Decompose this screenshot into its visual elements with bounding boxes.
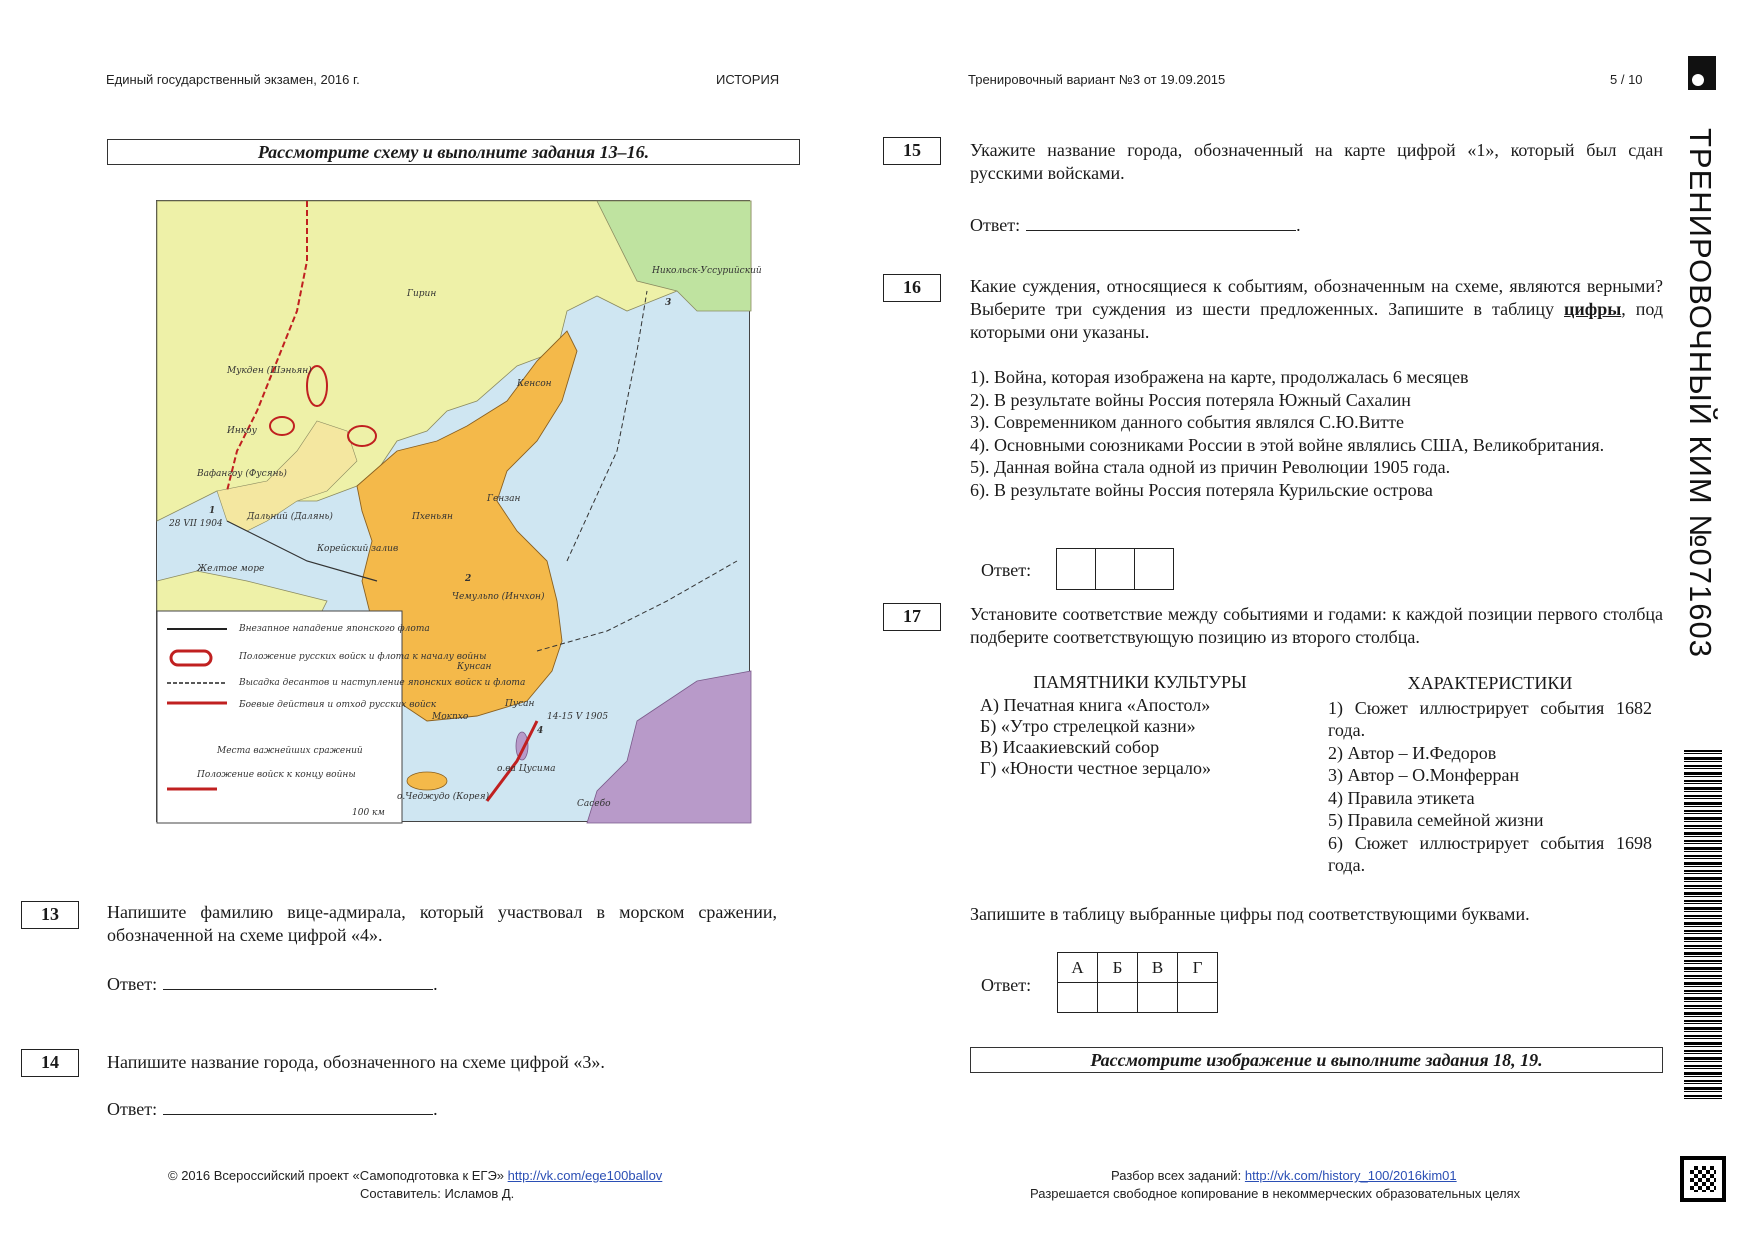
map-label-nikolsk: Никольск-Уссурийский	[652, 266, 762, 276]
question-16-option-3: 3). Современником данного события являлся С.Ю.Витте	[970, 412, 1404, 432]
japan-land	[587, 671, 751, 823]
question-17-number: 17	[883, 603, 941, 631]
corner-marker-icon	[1688, 56, 1716, 90]
question-13-answer-label: Ответ:	[107, 974, 158, 994]
question-13-answer: Ответ: .	[107, 974, 438, 994]
map-label-date1: 14-15 V 1905	[547, 712, 609, 722]
footer-right	[1111, 1168, 1457, 1183]
question-15-answer-label: Ответ:	[970, 215, 1021, 235]
legend-text-3: Высадка десантов и наступление японских войск и флота	[239, 678, 526, 688]
question-17-column-1	[980, 672, 1300, 779]
map-label-date2: 28 VII 1904	[169, 519, 223, 529]
right-banner: Рассмотрите изображение и выполните задания 18, 19.	[970, 1047, 1663, 1073]
footer-analysis-text: Разбор всех заданий:	[1111, 1168, 1245, 1183]
legend-text-6: Положение войск к концу войны	[197, 770, 356, 780]
question-17-column-2-item: 6) Сюжет иллюстрирует события 1698 года.	[1328, 832, 1652, 875]
question-17-answer-table	[1057, 952, 1218, 1013]
legend-text-2: Положение русских войск и флота к началу войны	[239, 652, 487, 662]
map-number-4: 4	[537, 726, 544, 736]
question-17-column-2-item: 5) Правила семейной жизни	[1328, 810, 1544, 830]
question-16-answer-cell[interactable]	[1095, 548, 1135, 590]
question-16-text-bold: цифры	[1564, 299, 1622, 319]
question-16-text	[970, 275, 1663, 344]
map-label-corean-bay: Корейский залив	[317, 544, 399, 554]
question-17-instruction: Запишите в таблицу выбранные цифры под соответствующими буквами.	[970, 904, 1530, 924]
question-17-column-2-item: 4) Правила этикета	[1328, 787, 1475, 808]
question-16-options	[970, 366, 1663, 501]
question-15-number: 15	[883, 137, 941, 165]
map-label-kunsan: Кунсан	[457, 662, 492, 672]
question-17-column-1-item: Г) «Юности честное зерцало»	[980, 758, 1212, 778]
question-17-answer-cell[interactable]	[1178, 983, 1218, 1013]
header-variant: Тренировочный вариант №3 от 19.09.2015	[968, 72, 1226, 87]
question-17-table-header: В	[1138, 953, 1178, 983]
legend-text-4: Боевые действия и отход русских войск	[239, 700, 437, 710]
footer-analysis-link[interactable]: http://vk.com/history_100/2016kim01	[1244, 1168, 1457, 1183]
question-17-column-1-item: В) Исаакиевский собор	[980, 737, 1160, 757]
question-15-answer-input[interactable]	[1026, 213, 1296, 231]
jeju-island	[407, 772, 447, 790]
russian-fleet-route	[487, 721, 537, 801]
footer-copyright: © 2016 Всероссийский проект «Самоподготовка к ЕГЭ»	[168, 1168, 508, 1183]
header-page-number: 5 / 10	[1610, 72, 1643, 87]
question-17-table-header: А	[1058, 953, 1098, 983]
question-17-answer-cell[interactable]	[1058, 983, 1098, 1013]
question-16-option-4: 4). Основными союзниками России в этой войне являлись США, Великобритания.	[970, 434, 1605, 455]
left-banner: Рассмотрите схему и выполните задания 13–16.	[107, 139, 800, 165]
map-label-chejudo: о.Чеджудо (Корея)	[397, 792, 490, 802]
legend-text-5: Места важнейших сражений	[217, 746, 363, 756]
question-17-column-2-item: 3) Автор – О.Монферран	[1328, 765, 1520, 785]
question-17-column-1-title: ПАМЯТНИКИ КУЛЬТУРЫ	[1033, 672, 1247, 692]
map-label-kenson: Кенсон	[517, 379, 552, 389]
question-14-number: 14	[21, 1049, 79, 1077]
map-label-girin: Гирин	[407, 289, 437, 299]
map-label-vafangou: Вафангоу (Фусянь)	[197, 469, 287, 479]
map-label-mukden: Мукден (Шэньян)	[227, 366, 312, 376]
map-label-sasebo: Сасебо	[577, 799, 611, 809]
question-17-column-1-item: А) Печатная книга «Апостол»	[980, 695, 1211, 715]
question-16-option-5: 5). Данная война стала одной из причин Революции 1905 года.	[970, 457, 1451, 477]
question-15-answer: Ответ: .	[970, 215, 1301, 235]
map-number-1: 1	[209, 506, 216, 516]
map-label-pusan: Пусан	[505, 699, 535, 709]
footer-author: Составитель: Исламов Д.	[360, 1186, 515, 1201]
question-14-answer: Ответ: .	[107, 1099, 438, 1119]
map-label-mokpo: Мокпхо	[432, 712, 469, 722]
footer-left	[168, 1168, 662, 1183]
side-title	[1683, 128, 1718, 708]
map-scale: 100 км	[352, 808, 385, 818]
map-label-gensan: Гензан	[487, 494, 521, 504]
question-17-column-2-item: 1) Сюжет иллюстрирует события 1682 года.	[1328, 697, 1652, 740]
footer-copy-note: Разрешается свободное копирование в некоммерческих образовательных целях	[1030, 1186, 1521, 1201]
map-label-tsusima: о.ва Цусима	[497, 764, 556, 774]
question-14-answer-input[interactable]	[163, 1097, 433, 1115]
question-16-option-2: 2). В результате войны Россия потеряла Южный Сахалин	[970, 389, 1411, 410]
map-number-3: 3	[665, 298, 672, 308]
footer-vk-link[interactable]: http://vk.com/ege100ballov	[507, 1168, 663, 1183]
war-map-svg	[157, 201, 762, 823]
question-16-answer-label: Ответ:	[981, 560, 1032, 580]
question-13-answer-input[interactable]	[163, 972, 433, 990]
fleet-route-2	[567, 291, 647, 561]
question-17-column-2-item: 2) Автор – И.Федоров	[1328, 742, 1497, 763]
question-14-text: Напишите название города, обозначенного на схеме цифрой «3».	[107, 1052, 605, 1072]
question-17-column-1-item: Б) «Утро стрелецкой казни»	[980, 716, 1196, 736]
question-16-text-b: , под которыми они указаны.	[970, 299, 1663, 342]
question-17-answer-cell[interactable]	[1098, 983, 1138, 1013]
question-17-answer-cell[interactable]	[1138, 983, 1178, 1013]
map-label-phenyan: Пхеньян	[412, 512, 453, 522]
map-number-2: 2	[465, 574, 472, 584]
war-map	[156, 200, 762, 822]
question-16-option-1: 1). Война, которая изображена на карте, продолжалась 6 месяцев	[970, 367, 1469, 387]
question-16-text-a: Какие суждения, относящиеся к событиям, обозначенным на схеме, являются верными? Выберите три суждения из шести предложенных. Запишите в таблицу	[970, 276, 1663, 319]
header-exam-title: Единый государственный экзамен, 2016 г.	[106, 72, 360, 87]
question-16-answer-cell[interactable]	[1134, 548, 1174, 590]
map-label-yellow-sea: Желтое море	[197, 564, 265, 574]
header-subject: ИСТОРИЯ	[716, 72, 780, 87]
question-17-table-header: Г	[1178, 953, 1218, 983]
question-17-text: Установите соответствие между событиями и годами: к каждой позиции первого столбца подберите соответствующую позицию из второго столбца.	[970, 604, 1663, 647]
question-16-answer-cell[interactable]	[1056, 548, 1096, 590]
question-16-option-6: 6). В результате войны Россия потеряла Курильские острова	[970, 479, 1433, 500]
question-16-answer-cells	[1057, 548, 1174, 590]
tsushima-island	[516, 732, 528, 760]
question-17-column-2-title: ХАРАКТЕРИСТИКИ	[1407, 673, 1573, 693]
question-14-answer-label: Ответ:	[107, 1099, 158, 1119]
question-13-number: 13	[21, 901, 79, 929]
fleet-route-3	[537, 561, 737, 651]
side-title-text: ТРЕНИРОВОЧНЫЙ КИМ №071603	[1683, 128, 1718, 659]
barcode-icon	[1684, 750, 1722, 1100]
question-13-text: Напишите фамилию вице-адмирала, который участвовал в морском сражении, обозначенной на схеме цифрой «4».	[107, 902, 777, 945]
map-label-yingkou: Инкоу	[227, 426, 257, 436]
qr-code-icon	[1680, 1156, 1726, 1202]
legend-text-1: Внезапное нападение японского флота	[239, 624, 430, 634]
map-label-dalniy: Дальний (Далянь)	[247, 512, 333, 522]
question-17-column-2	[1328, 672, 1652, 877]
question-17-table-header: Б	[1098, 953, 1138, 983]
legend-box	[157, 611, 402, 823]
map-label-chemulpo: Чемульпо (Инчхон)	[452, 592, 545, 602]
question-17-answer-label: Ответ:	[981, 975, 1032, 995]
question-16-number: 16	[883, 274, 941, 302]
question-15-text: Укажите название города, обозначенный на карте цифрой «1», который был сдан русскими войсками.	[970, 140, 1663, 183]
